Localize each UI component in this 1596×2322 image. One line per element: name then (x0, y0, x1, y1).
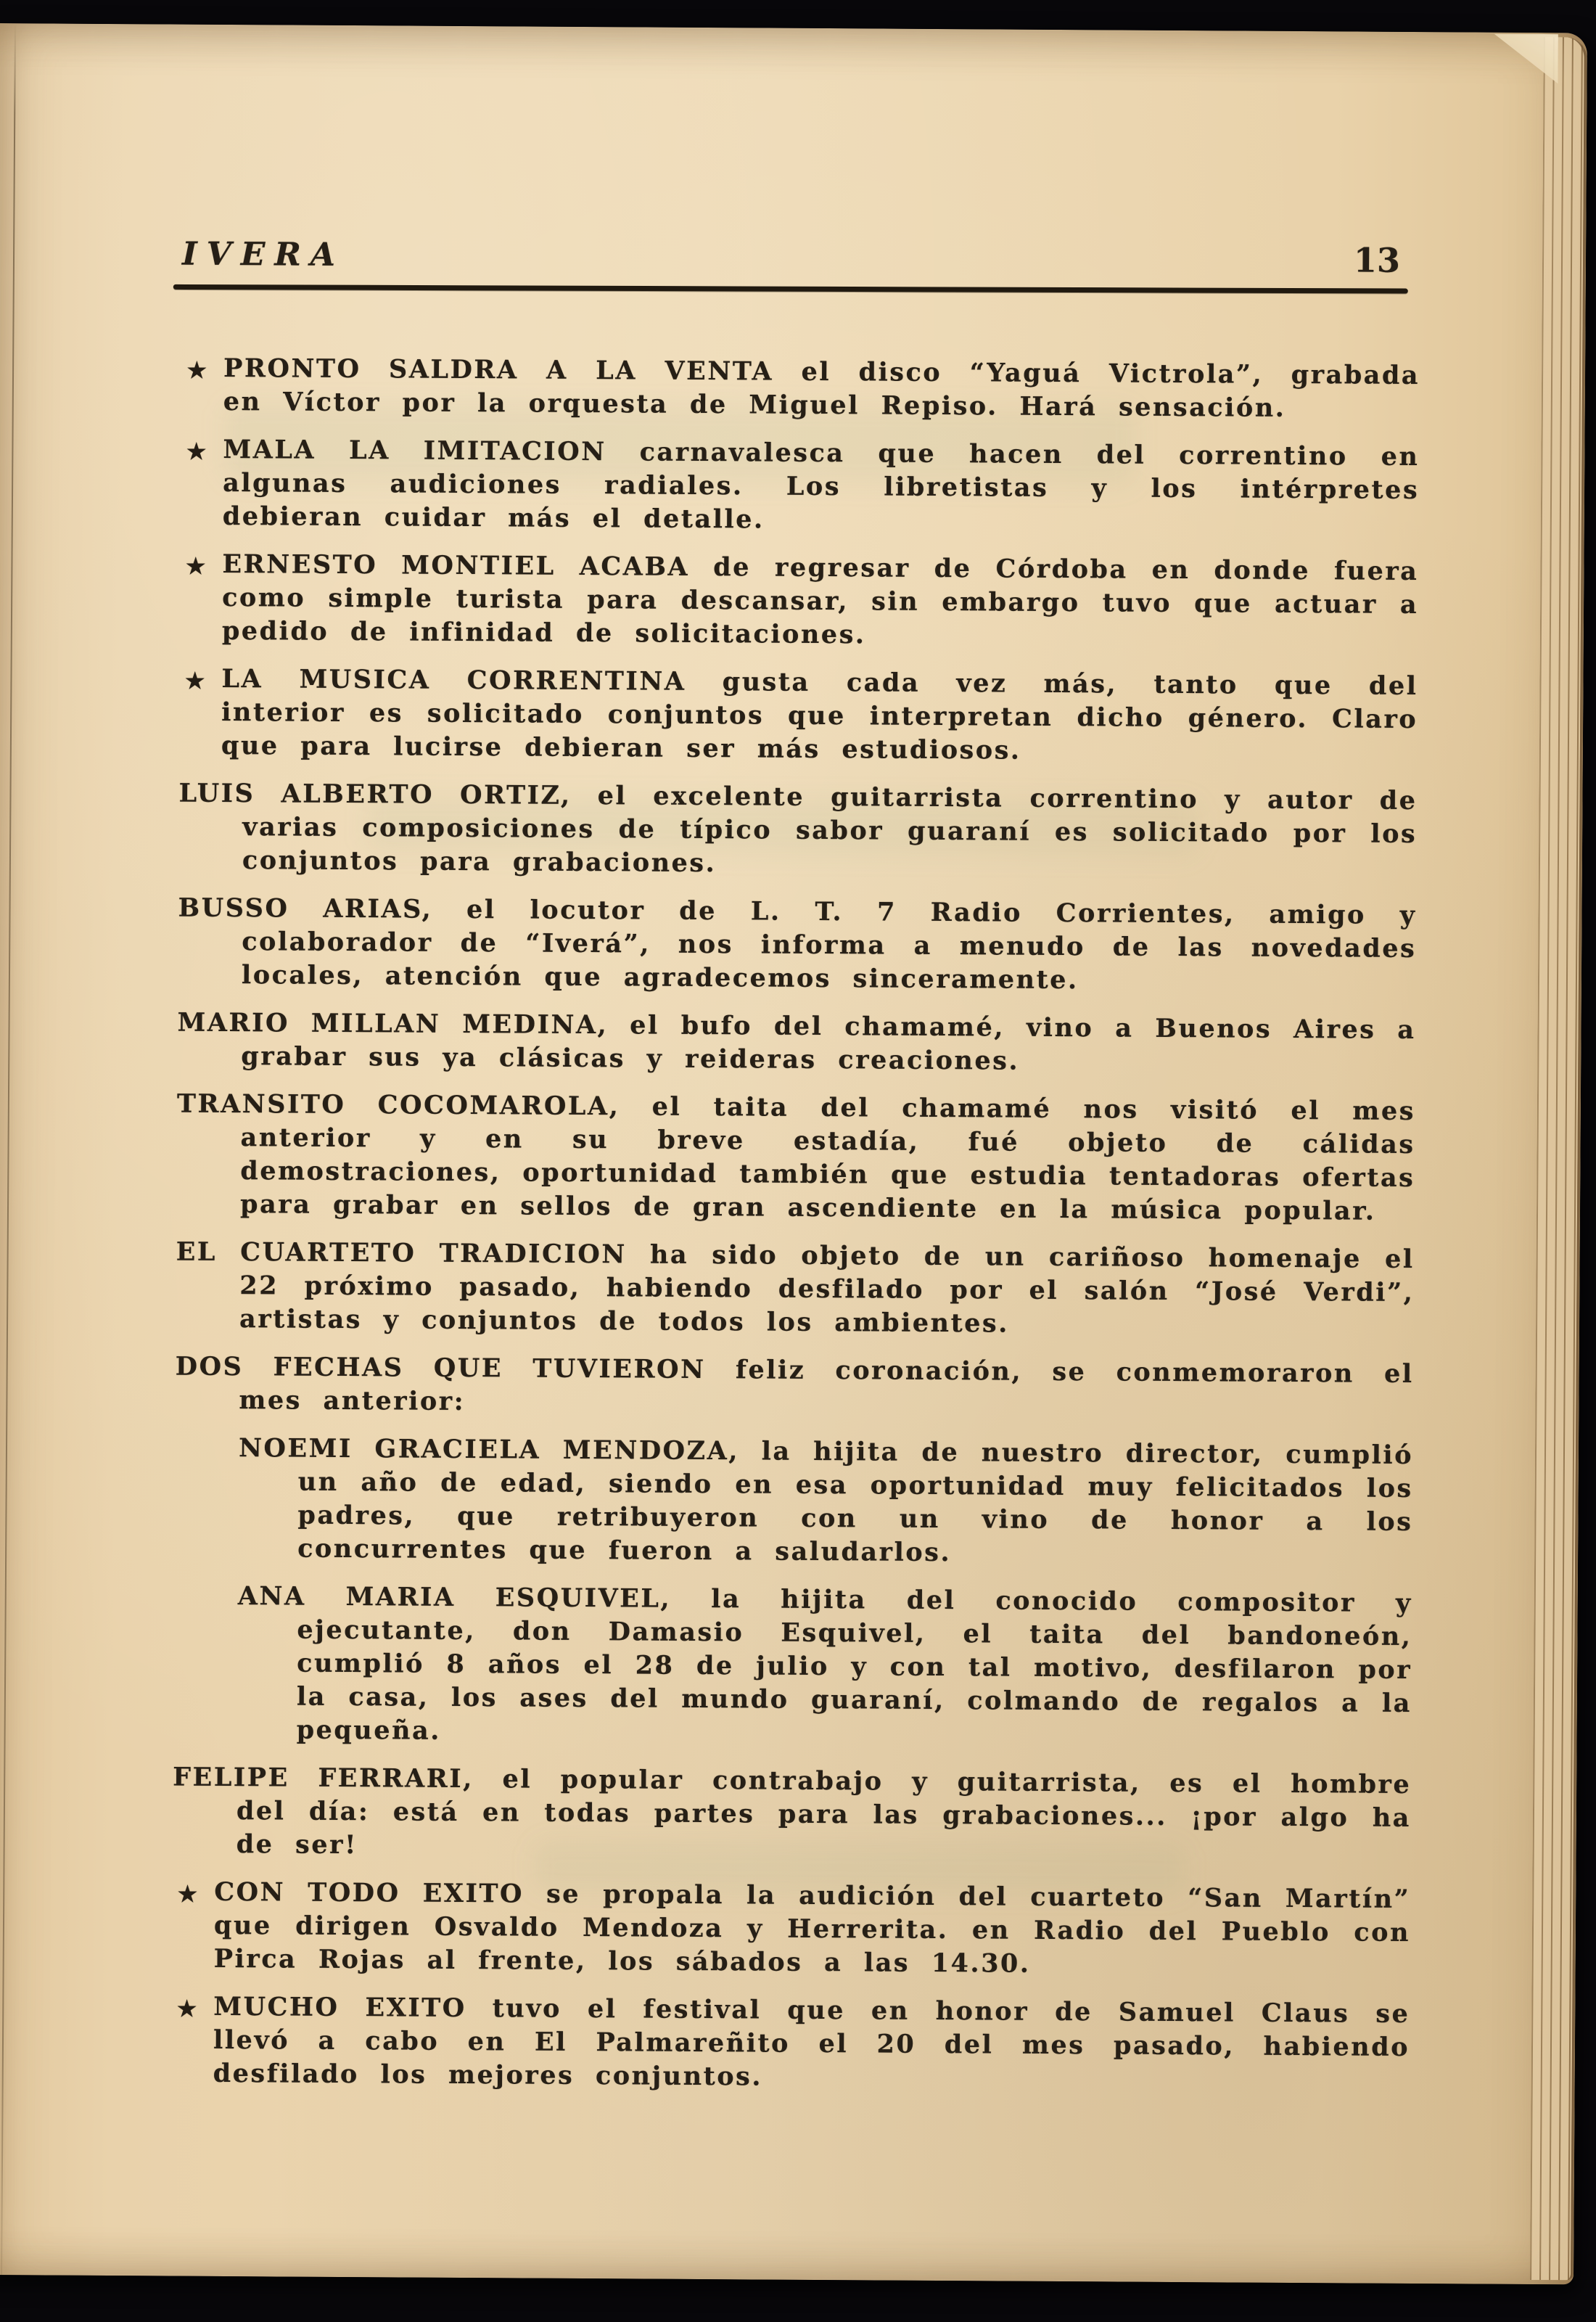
list-item (178, 892, 1417, 999)
star-icon: ★ (176, 1879, 201, 1909)
list-item (179, 662, 1418, 770)
star-icon: ★ (184, 551, 209, 581)
star-icon: ★ (184, 666, 208, 696)
item-text: FELIPE FERRARI, el popular contrabajo y guitarrista, es el hombre del día: está en todas partes para las grabaciones... ¡por algo ha de ser! (173, 1762, 1412, 1861)
star-icon: ★ (176, 1994, 200, 2024)
list-item (178, 777, 1418, 885)
item-text: EL CUARTETO TRADICION ha sido objeto de un cariñoso homenaje el 22 próximo pasado, habiendo desfilado por el salón “José Verdi”, artistas y conjuntos de todos los ambientes. (176, 1236, 1415, 1339)
list-item (180, 548, 1419, 655)
news-list (171, 352, 1420, 2098)
page-number: 13 (1353, 240, 1401, 280)
list-item (181, 352, 1420, 426)
magazine-page-scan (0, 23, 1587, 2284)
star-icon: ★ (185, 356, 210, 385)
page-crease (1, 23, 16, 2275)
list-item (238, 1432, 1413, 1572)
item-text: TRANSITO COCOMAROLA, el taita del chamamé nos visitó el mes anterior y en su breve estadía, fué objeto de cálidas demostraciones, oportunidad también que estudia tentadoras ofertas para grabar en sellos de gran ascendiente en la música popular. (176, 1088, 1416, 1226)
item-text: DOS FECHAS QUE TUVIERON feliz coronación, se conmemoraron el mes anterior: (175, 1351, 1414, 1417)
page-content (171, 235, 1421, 2098)
item-text: ERNESTO MONTIEL ACABA de regresar de Córdoba en donde fuera como simple turista para descansar, sin embargo tuvo que actuar a pedido de infinidad de solicitaciones. (221, 549, 1419, 650)
item-text: LA MUSICA CORRENTINA gusta cada vez más, tanto que del interior es solicitado conjuntos que interpretan dicho género. Claro que para lucirse debieran ser más estudiosos. (221, 663, 1418, 766)
list-item (171, 1990, 1410, 2098)
list-item (177, 1006, 1416, 1080)
list-item (175, 1350, 1414, 1424)
page-edge-stack (1530, 37, 1587, 2280)
list-item (176, 1236, 1415, 1343)
item-text: LUIS ALBERTO ORTIZ, el excelente guitarrista correntino y autor de varias composiciones de típico sabor guaraní es solicitado por los conjuntos para grabaciones. (178, 778, 1418, 879)
magazine-title: IVERA (181, 235, 345, 274)
item-text: PRONTO SALDRA A LA VENTA el disco “Yaguá Victrola”, grabada en Víctor por la orquesta de Miguel Repiso. Hará sensación. (223, 353, 1420, 423)
page-header (182, 235, 1420, 279)
item-text: CON TODO EXITO se propala la audición del cuarteto “San Martín” que dirigen Osvaldo Mendoza y Herrerita. en Radio del Pueblo con Pirca Rojas al frente, los sábados a las 14.30. (213, 1876, 1411, 1979)
item-text: MUCHO EXITO tuvo el festival que en honor de Samuel Claus se llevó a cabo en El Palmareñito el 20 del mes pasado, habiendo desfilado los mejores conjuntos. (213, 1991, 1410, 2092)
list-item (236, 1580, 1412, 1754)
item-text: MALA LA IMITACION carnavalesca que hacen del correntino en algunas audiciones radiales. Los libretistas y los intérpretes debieran cuidar más el detalle. (222, 434, 1420, 535)
item-text: BUSSO ARIAS, el locutor de L. T. 7 Radio Corrientes, amigo y colaborador de “Iverá”, nos informa a menudo de las novedades locales, atención que agradecemos sinceramente. (178, 893, 1417, 996)
item-text: ANA MARIA ESQUIVEL, la hijita del conocido compositor y ejecutante, don Damasio Esquivel, el taita del bandoneón, cumplió 8 años el 28 de julio y con tal motivo, desfilaron por la casa, los ases del mundo guaraní, colmando de regalos a la pequeña. (237, 1581, 1412, 1746)
item-text: MARIO MILLAN MEDINA, el bufo del chamamé, vino a Buenos Aires a grabar sus ya clásicas y reideras creaciones. (177, 1007, 1416, 1076)
list-item (172, 1876, 1411, 1983)
item-text: NOEMI GRACIELA MENDOZA, la hijita de nuestro director, cumplió un año de edad, siendo en esa oportunidad muy felicitados los padres, que retribuyeron con un vino de honor a los concurrentes que fueron a saludarlos. (238, 1433, 1414, 1568)
star-icon: ★ (185, 437, 210, 467)
list-item (181, 433, 1420, 541)
list-item (176, 1088, 1415, 1228)
header-rule (173, 284, 1408, 294)
list-item (173, 1761, 1412, 1868)
